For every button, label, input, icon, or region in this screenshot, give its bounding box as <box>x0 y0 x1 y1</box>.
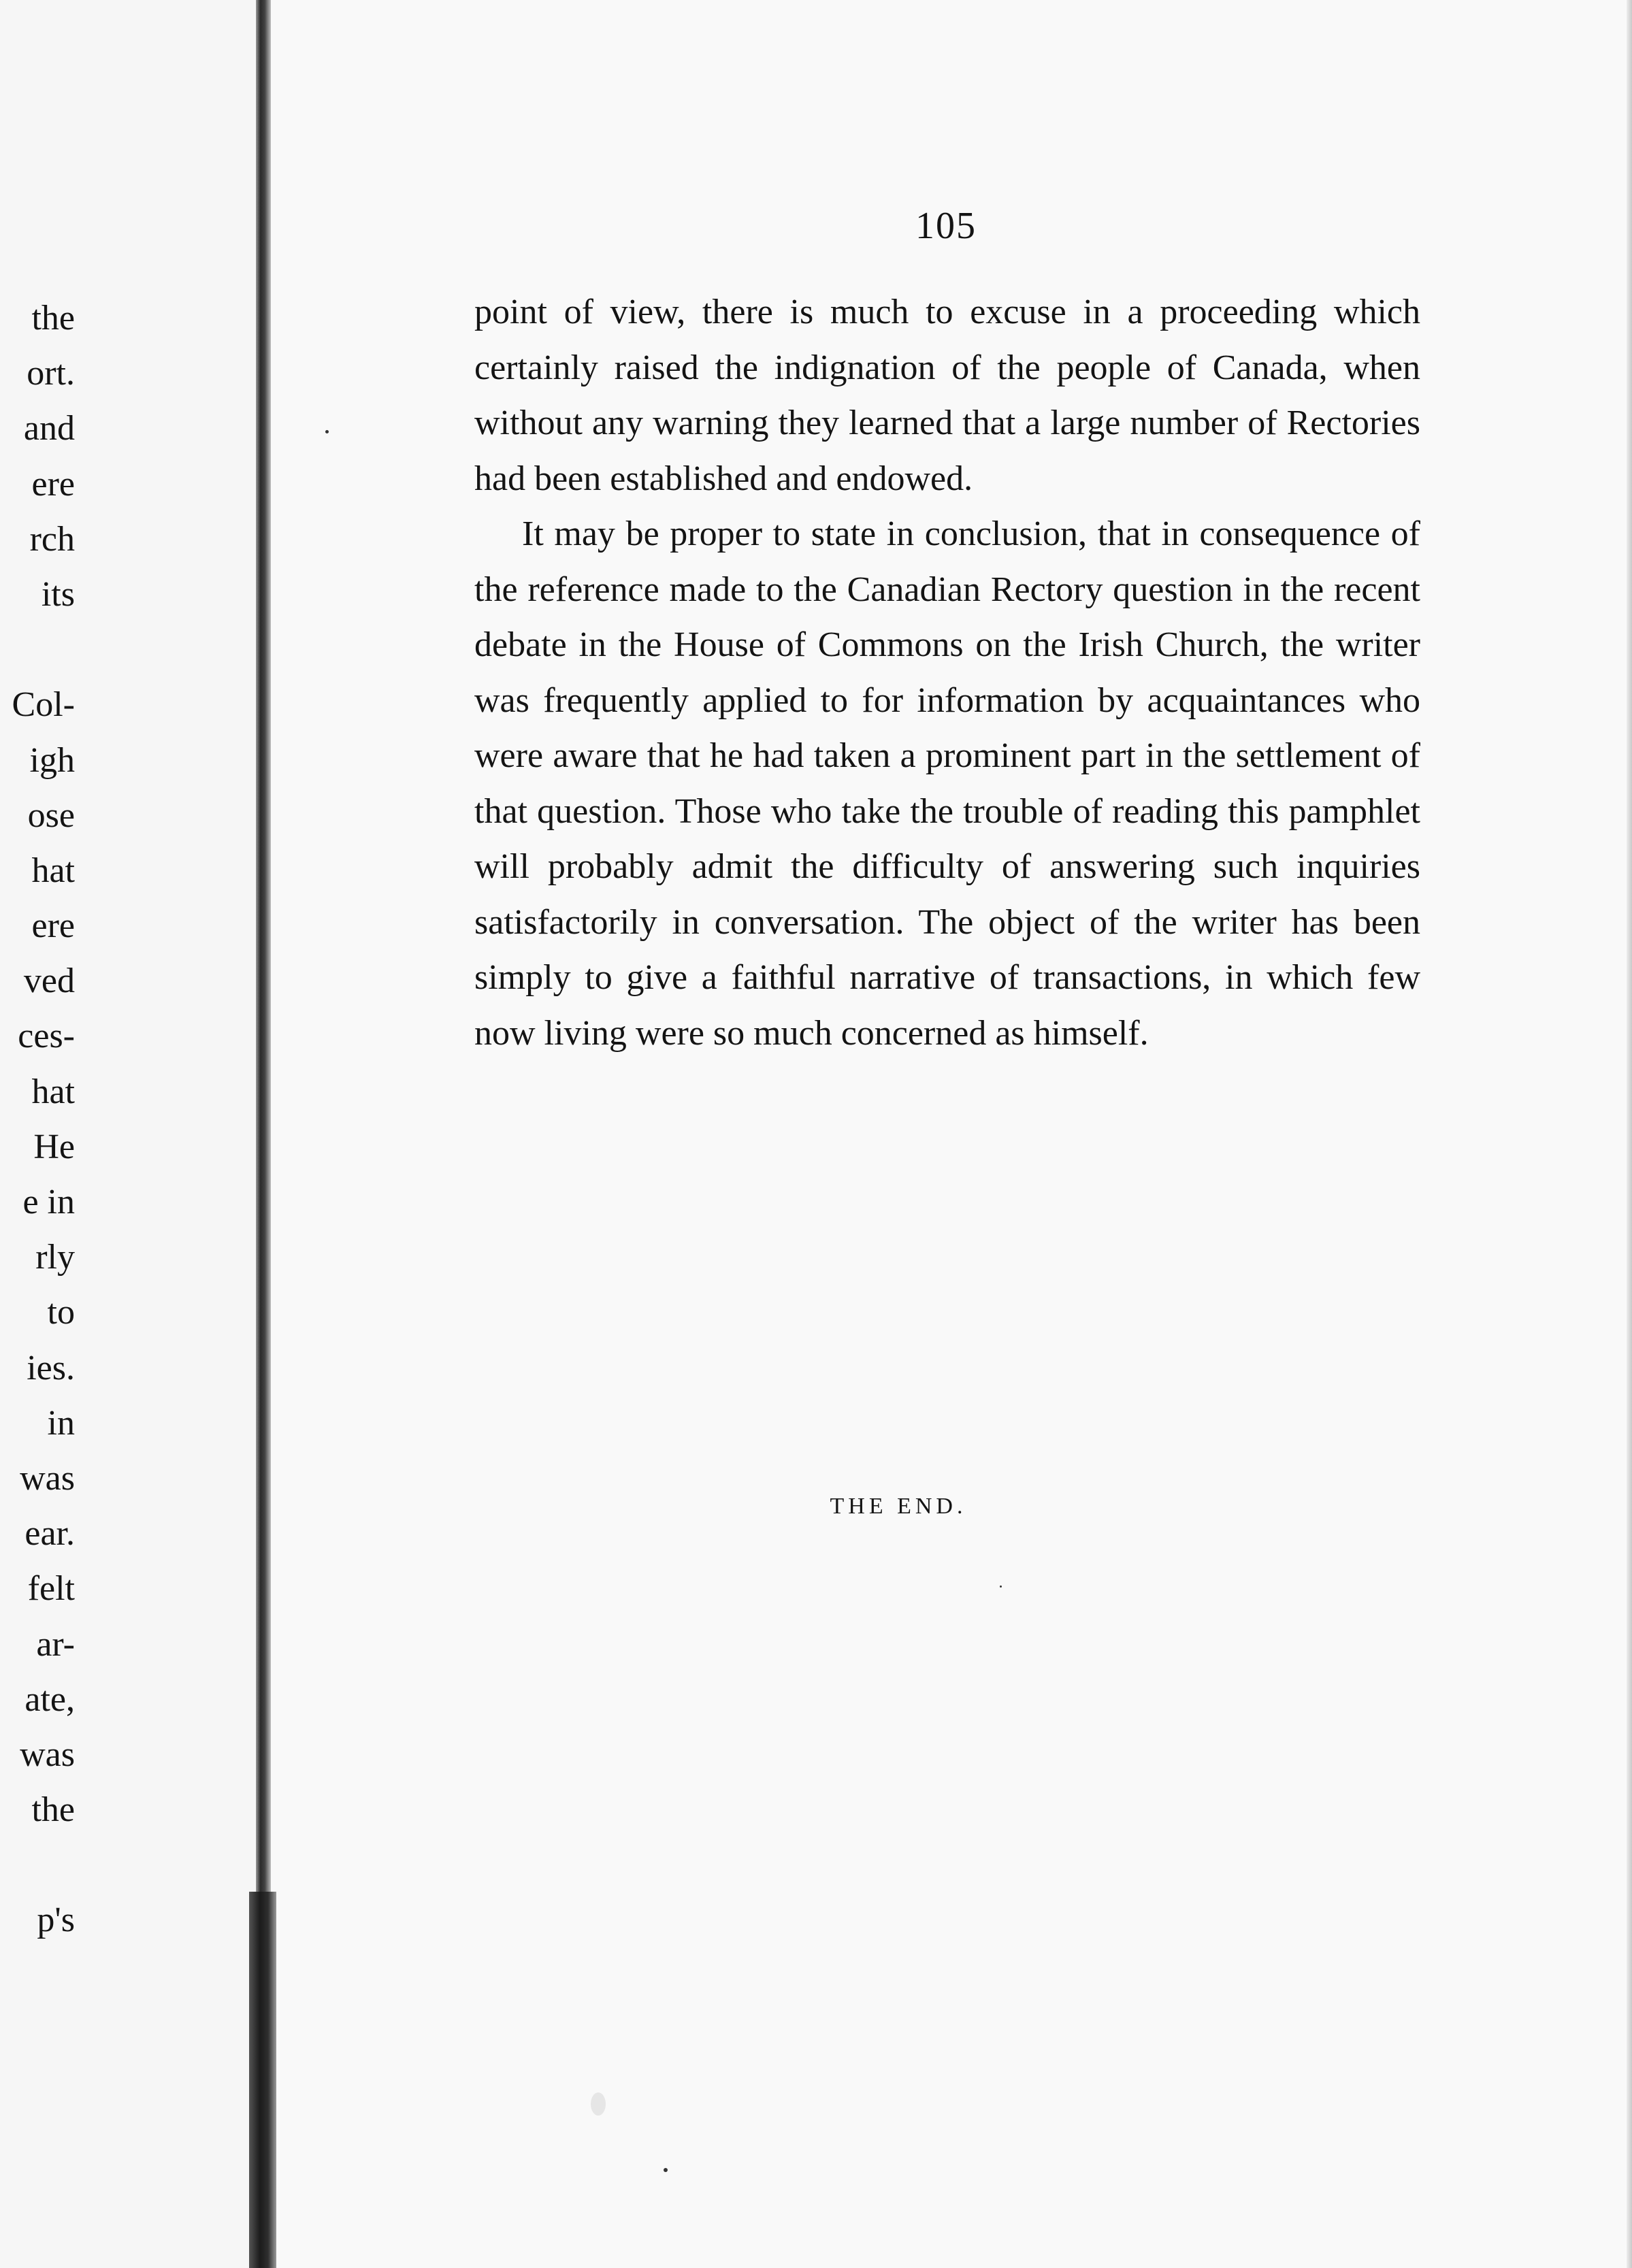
fragment-line <box>0 1837 75 1892</box>
the-end-heading: THE END. <box>830 1494 967 1519</box>
fragment-line: ar- <box>36 1624 75 1664</box>
previous-page-edge <box>0 0 255 2268</box>
fragment-line: Col- <box>12 685 75 725</box>
body-text <box>474 284 1420 1061</box>
fragment-line: in <box>47 1403 75 1443</box>
page-right-edge <box>1627 0 1632 2268</box>
fragment-line: ere <box>31 906 75 946</box>
fragment-line: was <box>20 1735 75 1774</box>
fragment-line: was <box>20 1458 75 1498</box>
scan-speck <box>325 430 329 433</box>
scan-speck <box>591 2092 606 2116</box>
fragment-line: ose <box>27 795 75 835</box>
fragment-line: He <box>33 1127 75 1166</box>
fragment-line: ere <box>31 464 75 504</box>
fragment-line: hat <box>31 851 75 890</box>
fragment-line: the <box>31 1790 75 1830</box>
fragment-line: ate, <box>25 1679 75 1719</box>
fragment-line: ort. <box>27 354 75 393</box>
fragment-line: e in <box>22 1183 75 1221</box>
fragment-line <box>0 622 75 677</box>
scan-speck <box>1000 1585 1002 1588</box>
fragment-line: and <box>23 409 75 448</box>
fragment-line: ear. <box>25 1514 75 1554</box>
fragment-line: felt <box>27 1569 75 1609</box>
fragment-line: ces- <box>18 1017 75 1056</box>
book-gutter-shadow <box>249 1892 276 2268</box>
fragment-line: p's <box>37 1901 75 1940</box>
scan-speck <box>664 2168 668 2172</box>
fragment-line: igh <box>29 740 75 780</box>
fragment-line: its <box>41 574 75 614</box>
page-number: 105 <box>915 205 977 247</box>
fragment-line: ies. <box>27 1348 75 1387</box>
fragment-line: rly <box>35 1238 75 1277</box>
fragment-line: hat <box>31 1072 75 1111</box>
previous-page-line-fragments <box>0 291 75 1948</box>
fragment-line: ved <box>23 962 75 1001</box>
paragraph: point of view, there is much to excuse in a proceeding which certainly raised the indignation of the people of Canada, when without any warning they learned that a large number of Rectories had been established and endowed. <box>474 293 1420 498</box>
fragment-line: the <box>31 299 75 338</box>
fragment-line: to <box>47 1293 75 1332</box>
fragment-line: rch <box>29 519 75 559</box>
paragraph: It may be proper to state in conclusion, that in consequence of the reference made to the Canadian Rectory question in the recent debate in the House of Commons on the Irish Church, the writer was frequently applied to for information by acquaintances who were aware that he had taken a prominent part in the settlement of that question. Those who take the trouble of reading this pamphlet will probably admit the difficulty of answering such inquiries satisfactorily in conversation. The object of the writer has been simply to give a faithful narrative of transactions, in which few now living were so much concerned as himself. <box>474 514 1420 1053</box>
